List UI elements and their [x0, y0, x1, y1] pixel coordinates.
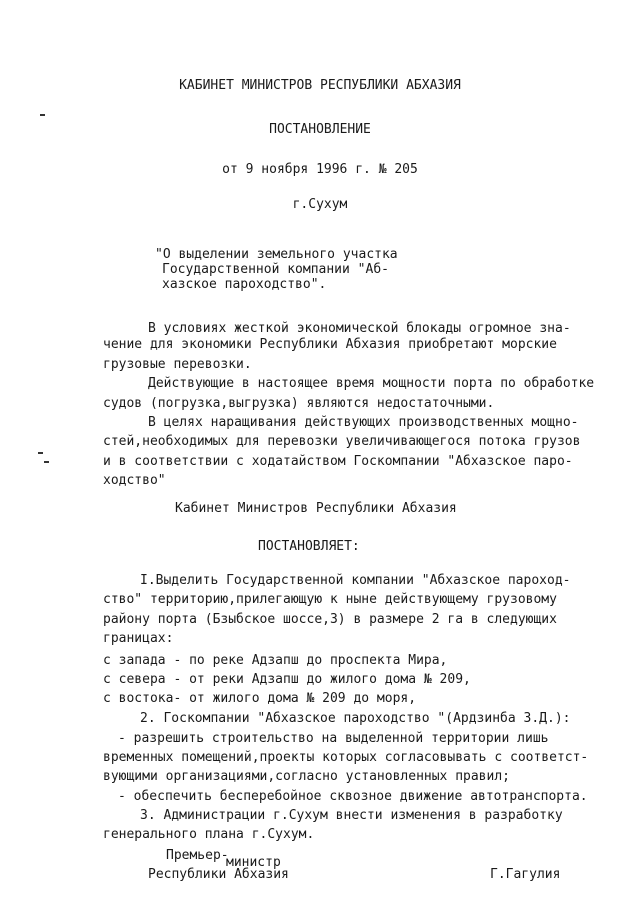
preamble-line: В целях наращивания действующих производственных мощно-: [148, 415, 579, 430]
scan-speck: [44, 461, 49, 463]
preamble-line: ходство": [103, 473, 166, 488]
item-line: вующими организациями,согласно установленных правил;: [103, 769, 510, 784]
document-type: ПОСТАНОВЛЕНИЕ: [269, 122, 371, 137]
item-line: с севера - от реки Адзапш до жилого дома № 209,: [103, 672, 471, 687]
item-line: 3. Администрации г.Сухум внести изменения в разработку: [140, 808, 563, 823]
item-line: I.Выделить Государственной компании "Абхазское пароход-: [140, 573, 571, 588]
preamble-line: Действующие в настоящее время мощности порта по обработке: [148, 376, 595, 391]
item-line: границах:: [103, 631, 174, 646]
subject-line: Государственной компании "Аб-: [162, 262, 389, 277]
signatory-title: Республики Абхазия: [148, 867, 289, 882]
preamble-line: и в соответствии с ходатайством Госкомпании "Абхазское паро-: [103, 454, 573, 469]
preamble-line: В условиях жесткой экономической блокады огромное зна-: [148, 321, 571, 336]
item-line: временных помещений,проекты которых согласовывать с соответст-: [103, 750, 589, 765]
subject-line: хазское пароходство".: [162, 277, 327, 292]
signatory-title: Премьер-: [166, 848, 229, 863]
item-line: - обеспечить бесперебойное сквозное движение автотранспорта.: [118, 789, 588, 804]
signatory-title: министр: [226, 855, 281, 870]
preamble-line: чение для экономики Республики Абхазия приобретают морские: [103, 337, 557, 352]
scan-speck: [38, 452, 43, 454]
preamble-line: грузовые перевозки.: [103, 357, 252, 372]
item-line: - разрешить строительство на выделенной территории лишь: [118, 731, 549, 746]
item-line: 2. Госкомпании "Абхазское пароходство "(Ардзинба З.Д.):: [140, 711, 571, 726]
scan-speck: [40, 114, 45, 116]
item-line: району порта (Бзыбское шоссе,3) в размере 2 га в следующих: [103, 612, 557, 627]
signatory-name: Г.Гагулия: [490, 867, 561, 882]
item-line: с востока- от жилого дома № 209 до моря,: [103, 691, 417, 706]
organization-title: КАБИНЕТ МИНИСТРОВ РЕСПУБЛИКИ АБХАЗИЯ: [179, 78, 461, 93]
preamble-line: стей,необходимых для перевозки увеличивающегося потока грузов: [103, 434, 581, 449]
issuer: Кабинет Министров Республики Абхазия: [175, 501, 457, 516]
item-line: с запада - по реке Адзапш до проспекта Мира,: [103, 653, 448, 668]
item-line: ство" территорию,прилегающую к ныне действующему грузовому: [103, 592, 557, 607]
item-line: генерального плана г.Сухум.: [103, 827, 315, 842]
preamble-line: судов (погрузка,выгрузка) являются недостаточными.: [103, 396, 495, 411]
subject-line: "О выделении земельного участка: [155, 247, 398, 262]
city: г.Сухум: [292, 197, 348, 212]
date-number: от 9 ноября 1996 г. № 205: [222, 162, 418, 177]
resolves-heading: ПОСТАНОВЛЯЕТ:: [258, 539, 360, 554]
